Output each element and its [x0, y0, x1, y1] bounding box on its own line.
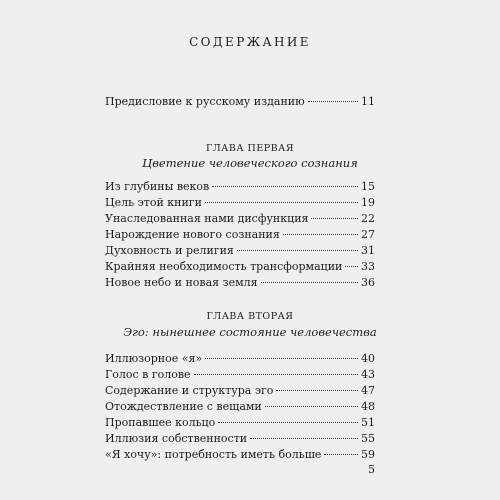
- toc-entry-page: 40: [361, 352, 375, 365]
- dot-leader: [194, 374, 358, 375]
- toc-entry-title: Иллюзия собственности: [105, 432, 248, 445]
- toc-entry-page: 19: [361, 196, 375, 209]
- toc-entry-page: 11: [361, 95, 375, 108]
- toc-entry-title: Духовность и религия: [105, 244, 234, 257]
- toc-entry-title: Пропавшее кольцо: [105, 416, 216, 429]
- toc-entry: [105, 276, 375, 289]
- dot-leader: [212, 186, 358, 187]
- toc-entry-page: 33: [361, 260, 375, 273]
- toc-entry-title: Предисловие к русскому изданию: [105, 95, 305, 108]
- toc-entry: [105, 400, 375, 413]
- toc-entry-preface: [105, 95, 375, 108]
- dot-leader: [311, 218, 358, 219]
- toc-entry-title: Цель этой книги: [105, 196, 202, 209]
- toc-entry-page: 59: [361, 448, 375, 461]
- dot-leader: [283, 234, 358, 235]
- dot-leader: [265, 406, 358, 407]
- toc-entry-title: «Я хочу»: потребность иметь больше: [105, 448, 322, 461]
- toc-entry-title: Нарождение нового сознания: [105, 228, 280, 241]
- toc-entry: [105, 228, 375, 241]
- toc-entry: [105, 352, 375, 365]
- toc-entry-page: 48: [361, 400, 375, 413]
- toc-entry-page: 43: [361, 368, 375, 381]
- toc-entry-page: 51: [361, 416, 375, 429]
- toc-entry: [105, 368, 375, 381]
- chapter-1-subtitle: Цветение человеческого сознания: [142, 156, 358, 170]
- dot-leader: [205, 202, 358, 203]
- toc-entry: [105, 448, 375, 461]
- dot-leader: [308, 101, 358, 102]
- toc-entry-title: Унаследованная нами дисфункция: [105, 212, 309, 225]
- dot-leader: [250, 438, 358, 439]
- toc-entry: [105, 260, 375, 273]
- toc-entry: [105, 416, 375, 429]
- chapter-2-subtitle: Эго: нынешнее состояние человечества: [123, 325, 377, 339]
- dot-leader: [324, 454, 358, 455]
- toc-entry-title: Иллюзорное «я»: [105, 352, 203, 365]
- toc-entry-page: 15: [361, 180, 375, 193]
- toc-entry-title: Крайняя необходимость трансформации: [105, 260, 343, 273]
- chapter-2-label: ГЛАВА ВТОРАЯ: [206, 311, 294, 322]
- toc-entry: [105, 196, 375, 209]
- dot-leader: [205, 358, 358, 359]
- toc-entry: [105, 212, 375, 225]
- toc-entry: [105, 384, 375, 397]
- toc-entry-title: Голос в голове: [105, 368, 191, 381]
- toc-entry-title: Отождествление с вещами: [105, 400, 262, 413]
- toc-entry: [105, 432, 375, 445]
- dot-leader: [261, 282, 358, 283]
- toc-entry-title: Из глубины веков: [105, 180, 210, 193]
- toc-entry-page: 31: [361, 244, 375, 257]
- dot-leader: [276, 390, 358, 391]
- toc-entry-page: 22: [361, 212, 375, 225]
- dot-leader: [237, 250, 358, 251]
- page-number: 5: [368, 463, 375, 476]
- chapter-1-label: ГЛАВА ПЕРВАЯ: [205, 143, 295, 154]
- toc-entry-page: 55: [361, 432, 375, 445]
- toc-entry-page: 27: [361, 228, 375, 241]
- toc-entry-title: Новое небо и новая земля: [105, 276, 258, 289]
- dot-leader: [218, 422, 358, 423]
- toc-entry-page: 47: [361, 384, 375, 397]
- dot-leader: [345, 266, 358, 267]
- toc-entry: [105, 180, 375, 193]
- toc-entry: [105, 244, 375, 257]
- contents-heading: СОДЕРЖАНИЕ: [189, 35, 311, 49]
- toc-entry-page: 36: [361, 276, 375, 289]
- toc-entry-title: Содержание и структура эго: [105, 384, 274, 397]
